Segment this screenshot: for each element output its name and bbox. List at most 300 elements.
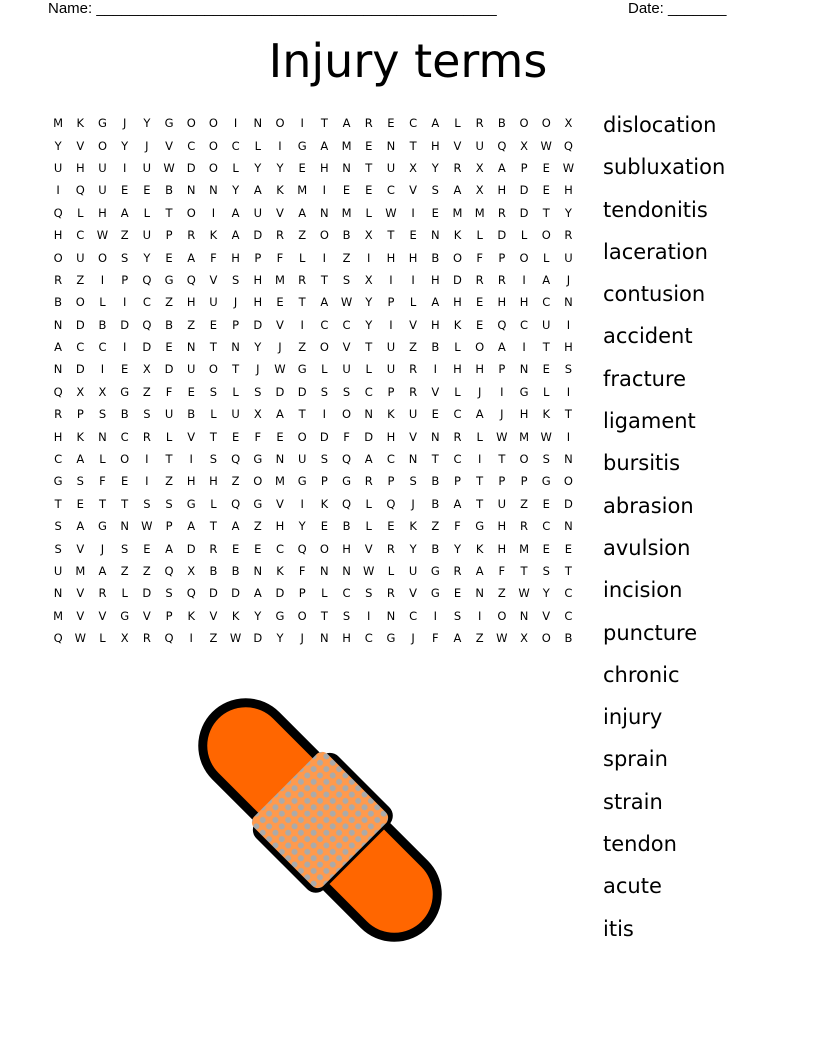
grid-cell: C — [564, 586, 573, 601]
grid-cell: R — [453, 160, 462, 175]
grid-cell: U — [187, 362, 196, 377]
grid-cell: E — [254, 541, 262, 556]
grid-cell: O — [563, 474, 573, 489]
grid-cell: F — [343, 429, 350, 444]
grid-cell: R — [275, 228, 284, 243]
grid-cell: E — [542, 160, 550, 175]
grid-cell: P — [387, 384, 395, 399]
grid-cell: S — [121, 250, 129, 265]
grid-cell: A — [298, 205, 307, 220]
grid-cell: D — [142, 340, 152, 355]
grid-cell: S — [165, 586, 173, 601]
grid-cell: H — [253, 272, 263, 287]
grid-cell: R — [54, 407, 63, 422]
grid-cell: R — [364, 474, 373, 489]
grid-cell: T — [387, 228, 395, 243]
grid-cell: V — [142, 608, 151, 623]
grid-cell: C — [542, 519, 551, 534]
grid-cell: Q — [497, 317, 507, 332]
grid-cell: M — [275, 474, 285, 489]
grid-cell: C — [120, 429, 129, 444]
grid-cell: F — [454, 519, 461, 534]
grid-cell: Z — [142, 564, 151, 578]
grid-cell: H — [53, 429, 63, 444]
grid-cell: S — [320, 384, 328, 399]
grid-cell: Z — [76, 272, 85, 287]
grid-cell: V — [409, 317, 418, 332]
grid-cell: V — [76, 608, 85, 623]
grid-cell: V — [409, 586, 418, 601]
grid-cell: A — [276, 407, 284, 422]
grid-cell: M — [297, 183, 308, 198]
grid-cell: P — [498, 362, 506, 377]
grid-cell: B — [431, 340, 440, 355]
grid-cell: J — [145, 138, 149, 153]
grid-cell: S — [54, 519, 62, 534]
grid-cell: W — [496, 429, 508, 444]
grid-cell: O — [519, 116, 529, 131]
grid-cell: F — [99, 474, 106, 489]
grid-cell: A — [342, 116, 351, 131]
grid-cell: Z — [120, 228, 129, 243]
grid-cell: E — [542, 541, 550, 556]
grid-cell: N — [519, 608, 529, 623]
grid-cell: D — [75, 317, 85, 332]
grid-cell: Q — [164, 631, 174, 646]
grid-cell: I — [411, 205, 415, 220]
grid-cell: R — [453, 429, 462, 444]
grid-cell: E — [143, 183, 151, 198]
grid-cell: B — [431, 496, 440, 511]
grid-cell: N — [53, 362, 63, 377]
grid-cell: U — [164, 407, 174, 422]
grid-cell: P — [298, 586, 306, 601]
grid-cell: E — [542, 496, 550, 511]
grid-cell: J — [278, 340, 282, 355]
grid-cell: S — [98, 407, 107, 422]
grid-cell: H — [98, 205, 107, 220]
grid-cell: L — [232, 384, 239, 399]
grid-cell: U — [253, 205, 262, 220]
grid-cell: K — [76, 116, 85, 131]
grid-cell: M — [341, 138, 352, 153]
grid-cell: C — [342, 586, 351, 601]
word-list-item: incision — [603, 578, 683, 603]
grid-cell: C — [520, 317, 529, 332]
grid-cell: L — [365, 496, 372, 511]
grid-cell: G — [164, 272, 174, 287]
grid-cell: H — [275, 519, 285, 534]
grid-cell: D — [208, 586, 218, 601]
grid-cell: B — [54, 295, 63, 310]
grid-cell: V — [98, 608, 107, 623]
grid-cell: G — [120, 384, 130, 399]
grid-cell: H — [253, 295, 263, 310]
grid-cell: V — [76, 586, 85, 601]
grid-cell: T — [365, 160, 373, 175]
grid-cell: G — [541, 474, 551, 489]
grid-cell: Q — [297, 541, 307, 556]
grid-cell: G — [297, 138, 307, 153]
grid-cell: N — [53, 317, 63, 332]
grid-cell: S — [165, 496, 173, 511]
grid-cell: P — [165, 228, 173, 243]
grid-cell: G — [297, 362, 307, 377]
grid-cell: Y — [254, 608, 262, 623]
grid-cell: L — [298, 250, 306, 265]
grid-cell: L — [210, 407, 217, 422]
grid-cell: H — [209, 474, 218, 489]
grid-cell: X — [187, 564, 196, 578]
grid-cell: U — [386, 362, 396, 377]
grid-cell: N — [231, 340, 240, 355]
grid-cell: S — [431, 183, 439, 198]
grid-cell: V — [76, 541, 85, 556]
grid-cell: K — [276, 564, 284, 578]
grid-cell: D — [186, 160, 196, 175]
grid-cell: V — [342, 340, 351, 355]
grid-cell: I — [322, 183, 327, 198]
grid-cell: N — [275, 452, 285, 467]
grid-cell: H — [386, 250, 396, 265]
grid-cell: F — [165, 384, 173, 399]
grid-row — [47, 314, 580, 336]
grid-cell: G — [53, 474, 63, 489]
grid-cell: Y — [254, 340, 262, 355]
grid-cell: N — [186, 340, 196, 355]
grid-cell: O — [519, 452, 529, 467]
grid-cell: O — [53, 250, 63, 265]
grid-cell: N — [53, 586, 63, 601]
grid-cell: Y — [409, 541, 417, 556]
grid-cell: V — [209, 608, 218, 623]
grid-row — [47, 269, 580, 291]
grid-cell: B — [231, 564, 240, 578]
date-field-label: Date: _______ — [628, 0, 727, 17]
grid-cell: Y — [121, 138, 129, 153]
grid-cell: O — [497, 608, 507, 623]
grid-cell: P — [320, 474, 328, 489]
grid-cell: N — [364, 407, 374, 422]
grid-cell: I — [522, 272, 526, 287]
grid-cell: D — [519, 205, 529, 220]
grid-cell: G — [430, 564, 440, 578]
grid-cell: J — [411, 496, 415, 511]
grid-cell: S — [143, 496, 151, 511]
grid-cell: B — [98, 317, 107, 332]
grid-cell: L — [210, 496, 217, 511]
grid-cell: E — [187, 384, 195, 399]
grid-cell: U — [342, 362, 351, 377]
grid-row — [47, 112, 580, 134]
grid-cell: I — [300, 116, 304, 131]
grid-cell: C — [342, 317, 351, 332]
grid-cell: C — [98, 340, 107, 355]
grid-cell: T — [165, 205, 173, 220]
grid-cell: A — [453, 496, 462, 511]
grid-cell: K — [276, 183, 284, 198]
grid-cell: T — [542, 340, 550, 355]
grid-cell: N — [342, 564, 351, 578]
grid-cell: L — [321, 586, 328, 601]
word-list-item: accident — [603, 324, 693, 349]
grid-cell: O — [186, 205, 196, 220]
grid-cell: V — [276, 317, 284, 332]
grid-cell: A — [475, 564, 484, 578]
grid-cell: W — [518, 586, 530, 601]
grid-cell: I — [500, 384, 504, 399]
grid-cell: Y — [276, 631, 284, 646]
grid-cell: T — [98, 496, 106, 511]
grid-cell: N — [386, 608, 396, 623]
word-list-item: dislocation — [603, 113, 717, 137]
word-list-item: contusion — [603, 282, 706, 307]
grid-cell: C — [453, 407, 462, 422]
grid-cell: B — [120, 407, 129, 422]
grid-cell: R — [142, 631, 151, 646]
grid-cell: L — [254, 138, 261, 153]
grid-cell: T — [542, 205, 550, 220]
grid-cell: C — [564, 608, 573, 623]
grid-cell: C — [320, 317, 329, 332]
grid-cell: H — [497, 519, 507, 534]
grid-cell: N — [430, 228, 440, 243]
grid-cell: U — [76, 250, 85, 265]
grid-cell: X — [76, 384, 85, 399]
grid-cell: X — [253, 407, 262, 422]
grid-cell: V — [276, 205, 284, 220]
grid-cell: L — [99, 452, 106, 467]
grid-cell: I — [56, 183, 60, 198]
grid-cell: D — [497, 228, 507, 243]
grid-cell: H — [342, 541, 351, 556]
grid-cell: O — [541, 631, 551, 646]
grid-cell: O — [541, 116, 551, 131]
grid-cell: W — [562, 160, 575, 175]
grid-cell: R — [187, 228, 196, 243]
grid-cell: D — [186, 541, 196, 556]
grid-cell: T — [209, 340, 217, 355]
grid-cell: C — [453, 452, 462, 467]
grid-cell: K — [76, 429, 85, 444]
grid-cell: P — [387, 474, 395, 489]
grid-cell: H — [386, 429, 396, 444]
grid-cell: Y — [276, 160, 284, 175]
grid-cell: C — [76, 228, 85, 243]
grid-cell: N — [209, 183, 218, 198]
grid-cell: L — [99, 295, 106, 310]
grid-cell: Z — [142, 384, 151, 399]
grid-cell: M — [452, 205, 463, 220]
grid-cell: F — [476, 250, 483, 265]
grid-cell: Y — [143, 116, 151, 131]
grid-cell: G — [253, 452, 263, 467]
grid-cell: P — [165, 608, 173, 623]
grid-cell: K — [453, 228, 462, 243]
grid-cell: O — [297, 608, 307, 623]
grid-cell: U — [98, 160, 107, 175]
grid-cell: U — [209, 295, 218, 310]
grid-cell: F — [254, 429, 262, 444]
grid-cell: N — [253, 564, 263, 578]
grid-cell: E — [165, 340, 173, 355]
grid-cell: O — [519, 250, 529, 265]
grid-cell: Z — [187, 317, 196, 332]
grid-cell: A — [120, 205, 129, 220]
grid-cell: S — [564, 362, 573, 377]
grid-cell: E — [453, 586, 462, 601]
word-list-item: injury — [603, 705, 663, 730]
grid-cell: A — [431, 116, 440, 131]
grid-cell: D — [231, 586, 241, 601]
grid-cell: S — [209, 384, 218, 399]
grid-cell: G — [98, 519, 107, 534]
grid-cell: R — [475, 116, 484, 131]
grid-cell: E — [409, 228, 417, 243]
grid-cell: Y — [254, 160, 262, 175]
grid-cell: L — [365, 362, 372, 377]
grid-cell: X — [520, 138, 528, 153]
grid-cell: E — [564, 541, 573, 556]
grid-cell: W — [96, 228, 109, 243]
grid-cell: L — [520, 228, 528, 243]
grid-cell: V — [187, 429, 196, 444]
grid-cell: E — [387, 519, 395, 534]
grid-cell: I — [278, 138, 282, 153]
grid-cell: F — [210, 250, 217, 265]
grid-cell: E — [143, 541, 151, 556]
grid-cell: H — [497, 295, 507, 310]
grid-cell: N — [386, 138, 396, 153]
grid-cell: A — [253, 586, 262, 601]
grid-cell: D — [75, 362, 85, 377]
grid-cell: S — [409, 474, 417, 489]
grid-cell: S — [209, 452, 218, 467]
grid-row — [47, 134, 580, 156]
grid-cell: T — [298, 407, 306, 422]
grid-cell: F — [431, 631, 439, 646]
grid-cell: M — [519, 541, 529, 556]
grid-cell: B — [431, 250, 440, 265]
grid-cell: Q — [342, 452, 352, 467]
grid-cell: C — [364, 384, 373, 399]
grid-cell: H — [53, 228, 63, 243]
grid-cell: R — [497, 272, 506, 287]
grid-cell: H — [497, 183, 507, 198]
grid-cell: Y — [453, 541, 461, 556]
grid-cell: T — [320, 608, 328, 623]
grid-cell: Q — [53, 384, 63, 399]
grid-cell: T — [409, 138, 417, 153]
grid-cell: K — [542, 407, 550, 422]
grid-cell: N — [519, 362, 529, 377]
grid-row — [47, 403, 580, 425]
grid-cell: S — [542, 452, 550, 467]
grid-cell: O — [475, 340, 485, 355]
grid-cell: Z — [165, 474, 173, 489]
grid-cell: D — [275, 384, 285, 399]
grid-row — [47, 224, 580, 246]
grid-cell: S — [320, 452, 328, 467]
grid-cell: A — [187, 250, 196, 265]
grid-cell: H — [186, 295, 196, 310]
word-list-item: bursitis — [603, 451, 681, 476]
grid-cell: D — [142, 586, 152, 601]
grid-cell: R — [453, 564, 462, 578]
word-list-item: acute — [603, 874, 662, 899]
word-list-item: tendon — [603, 832, 677, 857]
grid-cell: W — [229, 631, 242, 646]
grid-cell: D — [253, 317, 263, 332]
grid-cell: I — [100, 362, 105, 377]
grid-cell: C — [542, 295, 551, 310]
grid-cell: U — [386, 160, 396, 175]
grid-cell: R — [497, 205, 506, 220]
grid-cell: L — [232, 160, 239, 175]
grid-cell: C — [386, 183, 395, 198]
grid-cell: X — [475, 160, 484, 175]
grid-cell: N — [564, 519, 573, 534]
grid-cell: I — [477, 608, 482, 623]
bandage-icon — [180, 680, 460, 960]
grid-cell: N — [320, 631, 329, 646]
grid-cell: P — [520, 160, 528, 175]
grid-cell: B — [564, 631, 573, 646]
grid-cell: T — [498, 452, 506, 467]
grid-cell: R — [520, 519, 529, 534]
grid-cell: O — [120, 452, 130, 467]
grid-cell: I — [122, 160, 127, 175]
grid-cell: L — [454, 384, 461, 399]
grid-cell: I — [389, 272, 393, 287]
grid-cell: B — [165, 317, 173, 332]
grid-cell: L — [454, 116, 461, 131]
grid-cell: X — [475, 183, 484, 198]
grid-cell: J — [300, 631, 304, 646]
grid-cell: T — [165, 452, 173, 467]
grid-cell: R — [209, 541, 218, 556]
grid-cell: D — [253, 228, 263, 243]
grid-cell: T — [54, 496, 62, 511]
grid-cell: J — [477, 384, 482, 399]
grid-cell: H — [342, 631, 351, 646]
grid-cell: A — [98, 564, 107, 578]
grid-cell: Y — [365, 295, 373, 310]
grid-cell: H — [564, 340, 573, 355]
grid-cell: R — [475, 272, 484, 287]
grid-cell: A — [320, 295, 329, 310]
grid-cell: Z — [520, 496, 528, 511]
grid-cell: E — [121, 474, 129, 489]
grid-cell: E — [231, 429, 240, 444]
grid-cell: L — [387, 564, 395, 578]
grid-cell: E — [476, 317, 484, 332]
grid-cell: O — [319, 340, 329, 355]
grid-cell: I — [322, 407, 327, 422]
grid-cell: O — [541, 228, 551, 243]
grid-cell: N — [98, 429, 107, 444]
grid-cell: D — [453, 272, 462, 287]
grid-cell: S — [453, 608, 462, 623]
grid-cell: I — [145, 452, 149, 467]
grid-cell: A — [54, 340, 63, 355]
grid-cell: E — [387, 116, 395, 131]
grid-cell: Q — [231, 496, 241, 511]
grid-cell: M — [275, 272, 285, 287]
grid-cell: V — [209, 272, 218, 287]
grid-cell: H — [519, 407, 529, 422]
grid-cell: E — [542, 362, 550, 377]
